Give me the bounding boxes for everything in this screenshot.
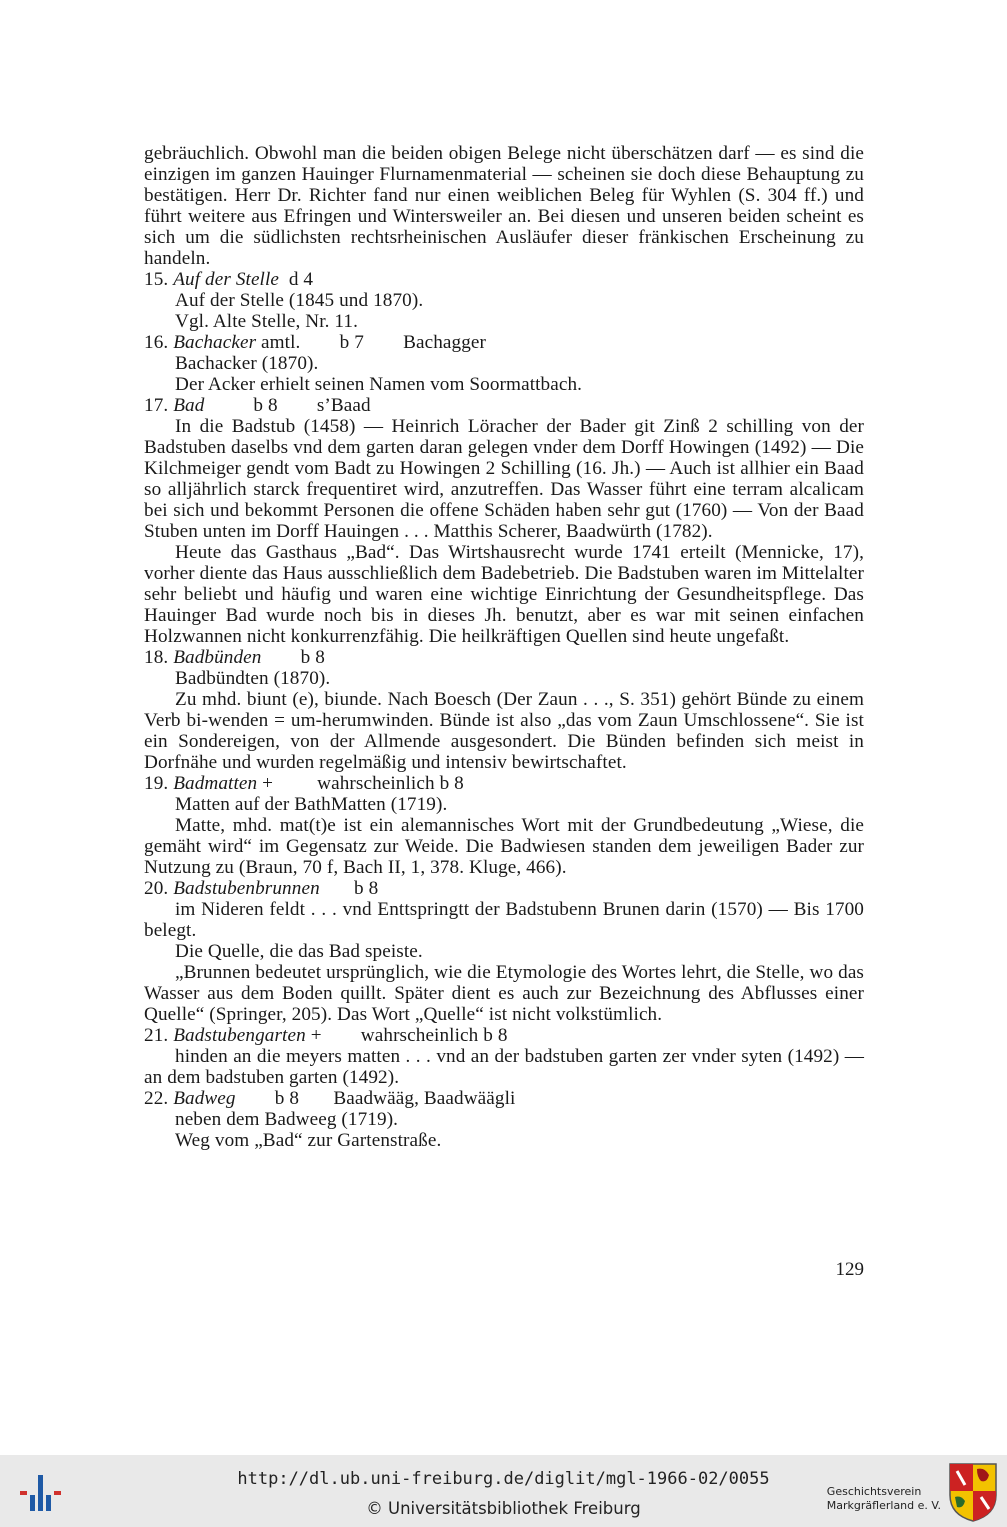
entry-19-line: Matten auf der BathMatten (1719). bbox=[175, 794, 448, 815]
entry-17-heading: 17. Bad b 8 s’Baad bbox=[144, 395, 371, 416]
entry-name: Badweg bbox=[173, 1088, 236, 1109]
entry-15-heading: 15. Auf der Stelle d 4 bbox=[144, 269, 314, 290]
entry-22-line: Weg vom „Bad“ zur Gartenstraße. bbox=[175, 1130, 442, 1151]
entry-20-paragraph: „Brunnen bedeutet ursprünglich, wie die Etymologie des Wortes lehrt, die Stelle, wo das Wasser aus dem Boden quillt. Später dient es auch zur Bezeichnung des Abflusses einer Quelle“ (Springer, 205). Das Wort „Quelle“ ist nicht volkstümlich. bbox=[144, 962, 864, 1025]
page-body bbox=[144, 143, 864, 1151]
entry-18-line: Badbündten (1870). bbox=[175, 668, 331, 689]
org-name bbox=[827, 1485, 941, 1513]
entry-19-heading: 19. Badmatten + wahrscheinlich b 8 bbox=[144, 773, 464, 794]
entry-19-paragraph: Matte, mhd. mat(t)e ist ein alemannisches Wort mit der Grundbedeutung „Wiese, die gemäht wird“ im Gegensatz zur Weide. Die Badwiesen standen dem jeweiligen Bader zur Nutzung zu (Braun, 70 f, Bach II, 1, 378. Kluge, 466). bbox=[144, 815, 864, 878]
entry-21-heading: 21. Badstubengarten + wahrscheinlich b 8 bbox=[144, 1025, 508, 1046]
entry-17-paragraph: In die Badstub (1458) — Heinrich Löracher der Bader git Zinß 2 schilling von der Badstuben daselbs vnd dem garten daran gelegen vnder dem Dorff Howingen (1492) — Die Kilchmeiger gendt vom Badt zu Howingen 2 Schilling (16. Jh.) — Auch ist allhier ein Baad so alljährlich starck frequentiret wird, anzutreffen. Das Wasser führt eine terram alcalicam bei sich und bekommt Personen die offene Schäden haben sehr gut (1760) — Von der Baad Stuben unten im Dorff Hauingen . . . Matthis Scherer, Baadwürth (1782). bbox=[144, 416, 864, 542]
page-number: 129 bbox=[835, 1259, 864, 1280]
entry-18-paragraph: Zu mhd. biunt (e), biunde. Nach Boesch (Der Zaun . . ., S. 351) gehört Bünde zu einem Verb bi-wenden = um-herumwinden. Bünde ist also „das vom Zaun Umschlossene“. Sie ist ein Sondereigen, von der Allmende ausgesondert. Die Bünden befinden sich meist in Dorfnähe und wurden regelmäßig und intensiv bewirtschaftet. bbox=[144, 689, 864, 773]
entry-name: Badmatten bbox=[173, 773, 258, 794]
entry-22-heading: 22. Badweg b 8 Baadwääg, Baadwäägli bbox=[144, 1088, 516, 1109]
entry-16-line: Bachacker (1870). bbox=[175, 353, 319, 374]
entry-name: Badbünden bbox=[173, 647, 262, 668]
entry-name: Badstubengarten bbox=[173, 1025, 306, 1046]
footer-bar bbox=[0, 1455, 1007, 1527]
permalink-url[interactable]: http://dl.ub.uni-freiburg.de/diglit/mgl-1966-02/0055 bbox=[237, 1469, 770, 1489]
org-name-line: Geschichtsverein bbox=[826, 1485, 922, 1498]
coat-of-arms-icon bbox=[947, 1461, 999, 1523]
intro-paragraph: gebräuchlich. Obwohl man die beiden obigen Belege nicht überschätzen darf — es sind die einzigen im ganzen Hauinger Flurnamenmaterial — scheinen sie doch diese Behauptung zu bestätigen. Herr Dr. Richter fand nur einen weiblichen Beleg für Wyhlen (S. 304 ff.) und führt weitere aus Efringen und Wintersweiler an. Bei diesen und unseren beiden scheint es sich um die südlichsten rechtsrheinischen Ausläufer dieser fränkischen Erscheinung zu handeln. bbox=[144, 143, 864, 269]
org-name-line: Markgräflerland e. V. bbox=[826, 1499, 941, 1512]
entry-16-line: Der Acker erhielt seinen Namen vom Soormattbach. bbox=[175, 374, 583, 395]
entry-20-line: Die Quelle, die das Bad speiste. bbox=[175, 941, 423, 962]
copyright-notice: © Universitätsbibliothek Freiburg bbox=[366, 1499, 641, 1518]
entry-22-line: neben dem Badweeg (1719). bbox=[175, 1109, 399, 1130]
entry-15-line: Auf der Stelle (1845 und 1870). bbox=[175, 290, 424, 311]
entry-name: Badstubenbrunnen bbox=[173, 878, 320, 899]
entry-16-heading: 16. Bachacker amtl. b 7 Bachagger bbox=[144, 332, 487, 353]
entry-name: Auf der Stelle bbox=[173, 269, 280, 290]
entry-18-heading: 18. Badbünden b 8 bbox=[144, 647, 325, 668]
entry-name: Bad bbox=[173, 395, 205, 416]
entry-15-line: Vgl. Alte Stelle, Nr. 11. bbox=[175, 311, 358, 332]
entry-21-paragraph: hinden an die meyers matten . . . vnd an der badstuben garten zer vnder syten (1492) — an dem badstuben garten (1492). bbox=[144, 1046, 864, 1088]
entry-20-paragraph: im Nideren feldt . . . vnd Enttspringtt der Badstubenn Brunen darin (1570) — Bis 1700 belegt. bbox=[144, 899, 864, 941]
entry-17-paragraph: Heute das Gasthaus „Bad“. Das Wirtshausrecht wurde 1741 erteilt (Mennicke, 17), vorher diente das Haus ausschließlich dem Badebetrieb. Die Badstuben waren im Mittelalter sehr beliebt und häufig und waren eine wichtige Einrichtung der Gesundheitspflege. Das Hauinger Bad wurde noch bis in dieses Jh. benutzt, aber es war mit seinen einfachen Holzwannen nicht konkurrenzfähig. Die heilkräftigen Quellen sind heute ungefaßt. bbox=[144, 542, 864, 647]
entry-20-heading: 20. Badstubenbrunnen b 8 bbox=[144, 878, 379, 899]
entry-name: Bachacker bbox=[173, 332, 257, 353]
